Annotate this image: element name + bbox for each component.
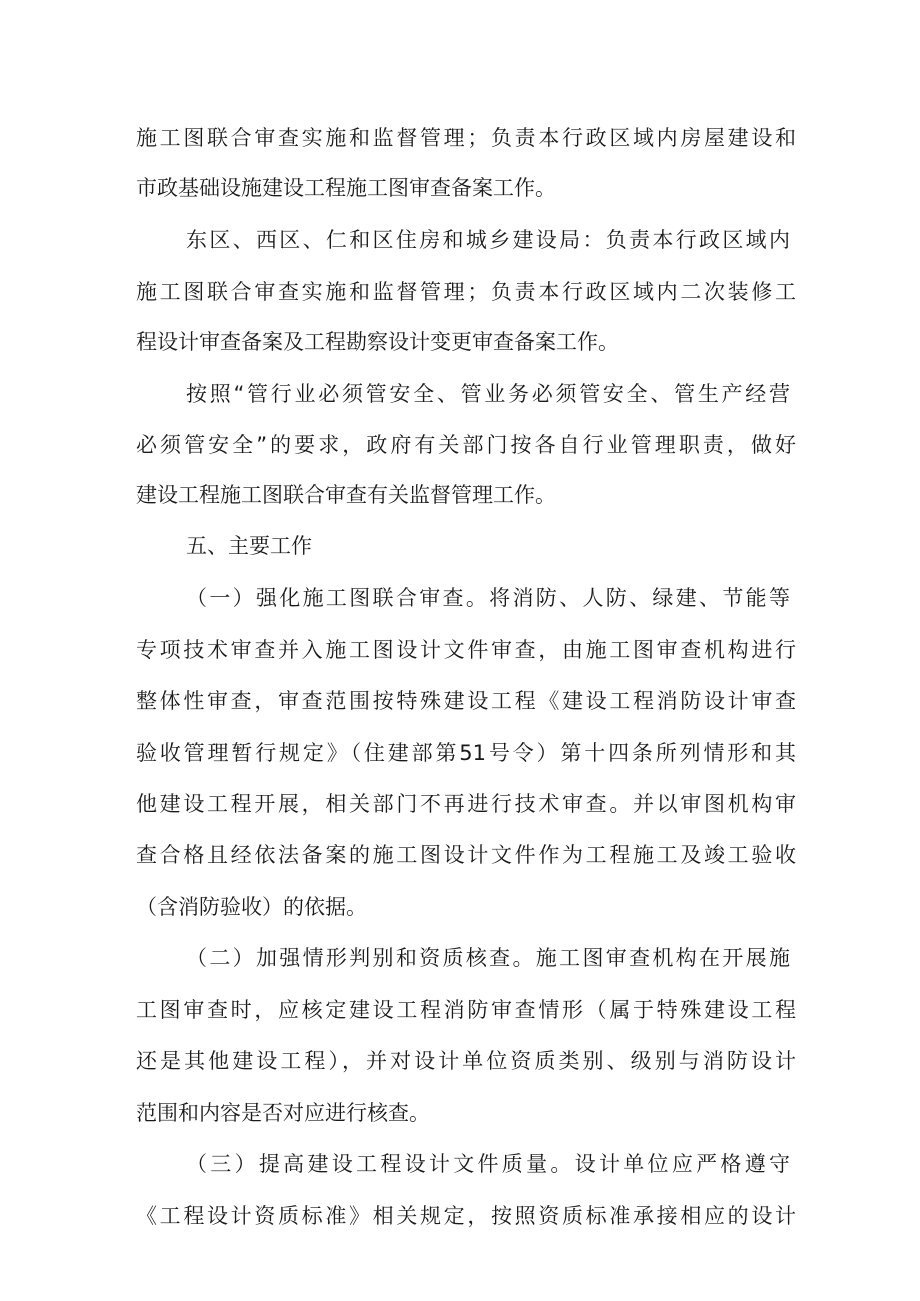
text-line: 范围和内容是否对应进行核查。 [136,1101,430,1125]
text-line: 他建设工程开展，相关部门不再进行技术审查。并以审图机构审 [136,792,796,816]
text-line: （三）提高建设工程设计文件质量。设计单位应严格遵守 [186,1152,790,1176]
text-line: 查合格且经依法备案的施工图设计文件作为工程施工及竣工验收 [136,843,796,867]
text-line: 按照“管行业必须管安全、管业务必须管安全、管生产经营 [186,382,790,406]
text-line: 验收管理暂行规定》（住建部第51号令）第十四条所列情形和其 [136,741,796,765]
text-line: （一）强化施工图联合审查。将消防、人防、绿建、节能等 [186,586,790,610]
text-line: 施工图联合审查实施和监督管理；负责本行政区域内房屋建设和 [136,126,796,150]
text-line: （二）加强情形判别和资质核查。施工图审查机构在开展施 [186,946,790,970]
text-line: 整体性审查，审查范围按特殊建设工程《建设工程消防设计审查 [136,689,796,713]
text-line: 工图审查时，应核定建设工程消防审查情形（属于特殊建设工程 [136,998,796,1022]
text-line: 还是其他建设工程），并对设计单位资质类别、级别与消防设计 [136,1049,796,1073]
text-line: 程设计审查备案及工程勘察设计变更审查备案工作。 [136,330,619,354]
text-line: 施工图联合审查实施和监督管理；负责本行政区域内二次装修工 [136,280,796,304]
text-line: 必须管安全”的要求，政府有关部门按各自行业管理职责，做好 [136,433,796,457]
text-line: 东区、西区、仁和区住房和城乡建设局：负责本行政区域内 [186,228,790,252]
text-line: （含消防验收）的依据。 [136,895,367,919]
section-heading: 五、主要工作 [186,534,312,558]
text-line: 建设工程施工图联合审查有关监督管理工作。 [136,483,556,507]
text-line: 《工程设计资质标准》相关规定，按照资质标准承接相应的设计 [136,1204,796,1228]
text-line: 专项技术审查并入施工图设计文件审查，由施工图审查机构进行 [136,638,796,662]
text-line: 市政基础设施建设工程施工图审查备案工作。 [136,176,556,200]
